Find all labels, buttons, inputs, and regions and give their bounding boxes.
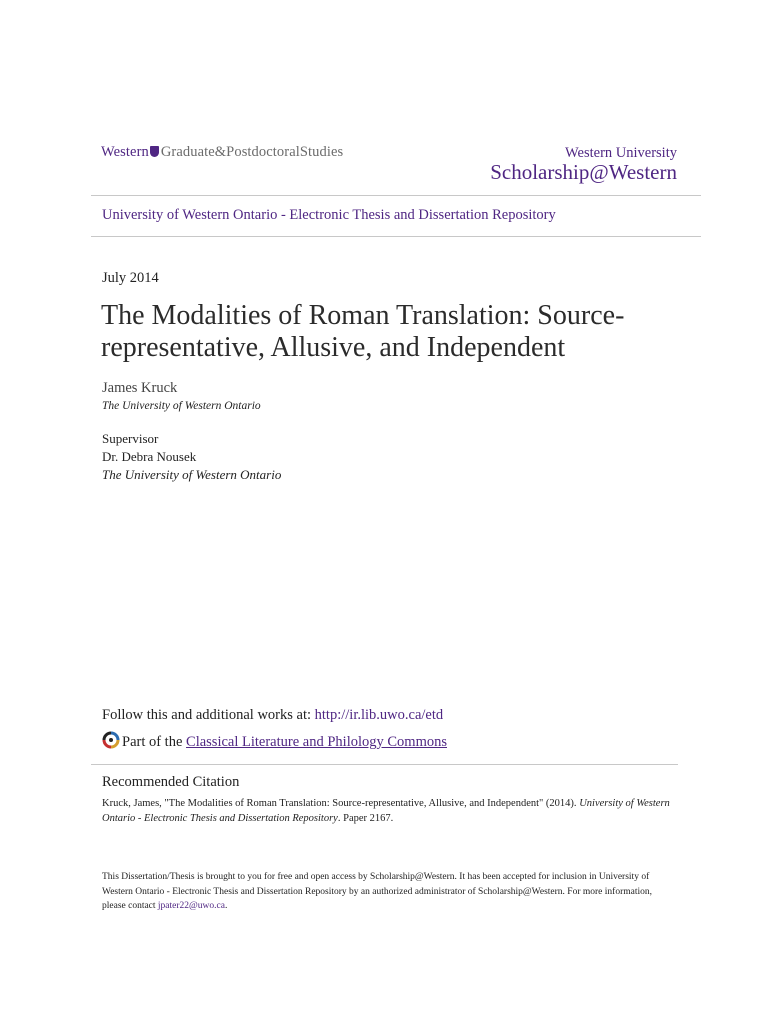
citation-suffix: . Paper 2167. — [337, 813, 394, 824]
part-prefix: Part of the — [122, 734, 187, 750]
western-graduate-studies-logo — [101, 144, 343, 161]
recommended-citation-label: Recommended Citation — [102, 774, 240, 790]
author-affiliation: The University of Western Ontario — [102, 400, 261, 412]
logo-western-text: Western — [101, 144, 149, 160]
repository-brand: Scholarship@Western — [490, 160, 677, 184]
access-notice-text: This Dissertation/Thesis is brought to you for free and open access by Scholarship@Western. It has been accepted for inclusion in University of Western Ontario - Electronic Thesis and Dissertation Repository by an authorized administrator of Scholarship@Western. For more information, please contact — [102, 872, 652, 911]
repository-link[interactable]: University of Western Ontario - Electronic Thesis and Dissertation Repository — [102, 207, 556, 223]
follow-url-link[interactable]: http://ir.lib.uwo.ca/etd — [314, 707, 444, 723]
header-divider-bottom — [91, 236, 701, 237]
supervisor-affiliation: The University of Western Ontario — [102, 467, 282, 482]
part-of-line — [102, 731, 447, 751]
commons-link[interactable]: Classical Literature and Philology Commons — [186, 734, 447, 750]
follow-line — [102, 707, 443, 724]
document-title — [101, 300, 661, 364]
supervisor-name: Dr. Debra Nousek — [102, 449, 197, 464]
contact-email-link[interactable]: jpater22@uwo.ca — [157, 901, 225, 911]
crest-icon — [150, 146, 159, 157]
digital-commons-network-icon — [102, 731, 120, 749]
access-notice — [102, 870, 674, 914]
title-line-2: representative, Allusive, and Independent — [101, 332, 566, 363]
header-divider-top — [91, 195, 701, 196]
publication-date: July 2014 — [102, 270, 159, 286]
follow-prefix: Follow this and additional works at: — [102, 707, 315, 723]
citation-text — [102, 796, 674, 826]
citation-source: University of Western Ontario - Electronic Thesis and Dissertation Repository — [102, 798, 670, 824]
access-notice-end: . — [224, 901, 228, 911]
citation-divider — [91, 764, 678, 765]
supervisor-label: Supervisor — [102, 431, 159, 446]
author-name: James Kruck — [102, 380, 178, 396]
title-line-1: The Modalities of Roman Translation: Source- — [101, 300, 625, 331]
citation-main: Kruck, James, "The Modalities of Roman Translation: Source-representative, Allusive, and Independent" (2014). — [102, 798, 580, 809]
logo-studies-text: Graduate&PostdoctoralStudies — [160, 144, 344, 160]
university-name: Western University — [565, 145, 677, 161]
